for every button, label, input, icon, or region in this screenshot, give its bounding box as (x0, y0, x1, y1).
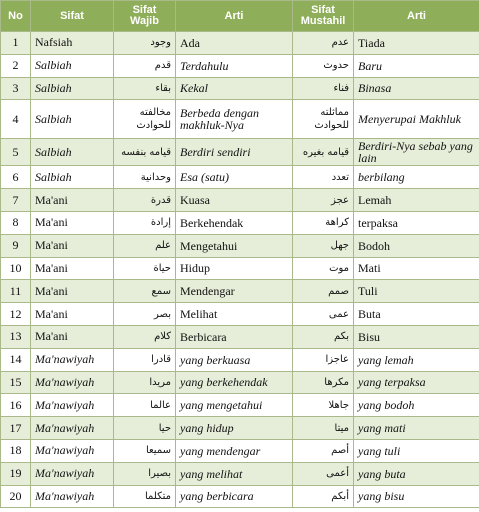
cell-sifat-mustahil: موت (293, 257, 354, 280)
cell-sifat-mustahil: كراهة (293, 211, 354, 234)
header-arti-mustahil: Arti (354, 1, 479, 32)
cell-no: 12 (1, 303, 31, 326)
table-row (1, 280, 479, 303)
table-row (1, 303, 479, 326)
cell-sifat-wajib: إرادة (114, 211, 176, 234)
cell-sifat: Ma'ani (31, 280, 114, 303)
table-row (1, 348, 479, 371)
cell-arti-mustahil: Tuli (354, 280, 479, 303)
cell-sifat-wajib: بصر (114, 303, 176, 326)
header-sifat-mustahil: Sifat Mustahil (293, 1, 354, 32)
cell-arti-mustahil: Mati (354, 257, 479, 280)
cell-arti-wajib: yang berkehendak (176, 371, 293, 394)
cell-arti-wajib: yang mengetahui (176, 394, 293, 417)
cell-sifat-wajib: حيا (114, 417, 176, 440)
cell-sifat-mustahil: قيامه بغيره (293, 139, 354, 166)
cell-no: 16 (1, 394, 31, 417)
cell-sifat: Ma'nawiyah (31, 485, 114, 508)
cell-sifat-wajib: قدم (114, 54, 176, 77)
cell-sifat: Salbiah (31, 166, 114, 189)
cell-sifat: Ma'ani (31, 325, 114, 348)
cell-sifat: Salbiah (31, 139, 114, 166)
table-row (1, 462, 479, 485)
cell-sifat-wajib: قدرة (114, 189, 176, 212)
cell-arti-wajib: yang hidup (176, 417, 293, 440)
cell-sifat-mustahil: عجز (293, 189, 354, 212)
cell-sifat-mustahil: مماثلته للحوادث (293, 100, 354, 139)
cell-arti-wajib: Ada (176, 32, 293, 55)
cell-sifat: Ma'nawiyah (31, 439, 114, 462)
cell-sifat: Ma'ani (31, 234, 114, 257)
header-sifat: Sifat (31, 1, 114, 32)
cell-sifat: Ma'nawiyah (31, 417, 114, 440)
cell-sifat-mustahil: عدم (293, 32, 354, 55)
cell-arti-mustahil: yang bisu (354, 485, 479, 508)
cell-arti-mustahil: yang terpaksa (354, 371, 479, 394)
cell-arti-wajib: Berdiri sendiri (176, 139, 293, 166)
cell-no: 4 (1, 100, 31, 139)
cell-sifat-mustahil: ميتا (293, 417, 354, 440)
cell-sifat: Salbiah (31, 100, 114, 139)
cell-sifat-wajib: حياة (114, 257, 176, 280)
cell-no: 9 (1, 234, 31, 257)
table-row (1, 189, 479, 212)
cell-arti-mustahil: Bodoh (354, 234, 479, 257)
header-no: No (1, 1, 31, 32)
cell-sifat-mustahil: عاجزا (293, 348, 354, 371)
cell-no: 17 (1, 417, 31, 440)
cell-arti-mustahil: Berdiri-Nya sebab yang lain (354, 139, 479, 166)
cell-arti-wajib: yang mendengar (176, 439, 293, 462)
cell-sifat: Nafsiah (31, 32, 114, 55)
cell-arti-mustahil: yang buta (354, 462, 479, 485)
table-row (1, 139, 479, 166)
cell-no: 1 (1, 32, 31, 55)
cell-sifat-wajib: بصيرا (114, 462, 176, 485)
header-arti-wajib: Arti (176, 1, 293, 32)
cell-sifat-mustahil: جهل (293, 234, 354, 257)
cell-arti-wajib: Mendengar (176, 280, 293, 303)
cell-arti-mustahil: yang bodoh (354, 394, 479, 417)
cell-sifat: Salbiah (31, 54, 114, 77)
cell-sifat-wajib: قادرا (114, 348, 176, 371)
cell-no: 3 (1, 77, 31, 100)
cell-sifat: Ma'ani (31, 303, 114, 326)
cell-sifat-wajib: وحدانية (114, 166, 176, 189)
table-row (1, 439, 479, 462)
cell-arti-mustahil: yang tuli (354, 439, 479, 462)
cell-sifat-mustahil: بكم (293, 325, 354, 348)
cell-sifat: Ma'nawiyah (31, 371, 114, 394)
cell-sifat-mustahil: تعدد (293, 166, 354, 189)
cell-sifat-wajib: سميعا (114, 439, 176, 462)
cell-arti-mustahil: yang lemah (354, 348, 479, 371)
cell-sifat: Salbiah (31, 77, 114, 100)
table-body (1, 32, 479, 508)
cell-no: 13 (1, 325, 31, 348)
cell-sifat: Ma'ani (31, 189, 114, 212)
table-row (1, 32, 479, 55)
cell-sifat-mustahil: حدوث (293, 54, 354, 77)
cell-sifat-wajib: كلام (114, 325, 176, 348)
cell-arti-mustahil: yang mati (354, 417, 479, 440)
cell-arti-wajib: Esa (satu) (176, 166, 293, 189)
cell-sifat-wajib: علم (114, 234, 176, 257)
table-row (1, 166, 479, 189)
cell-sifat-mustahil: مكرها (293, 371, 354, 394)
cell-sifat-mustahil: فناء (293, 77, 354, 100)
cell-no: 2 (1, 54, 31, 77)
cell-arti-wajib: Mengetahui (176, 234, 293, 257)
cell-arti-mustahil: berbilang (354, 166, 479, 189)
table-row (1, 371, 479, 394)
cell-arti-wajib: Terdahulu (176, 54, 293, 77)
cell-arti-mustahil: terpaksa (354, 211, 479, 234)
cell-arti-mustahil: Lemah (354, 189, 479, 212)
cell-sifat: Ma'nawiyah (31, 462, 114, 485)
cell-no: 6 (1, 166, 31, 189)
header-sifat-wajib: Sifat Wajib (114, 1, 176, 32)
cell-arti-mustahil: Buta (354, 303, 479, 326)
cell-no: 7 (1, 189, 31, 212)
cell-sifat-wajib: قيامه بنفسه (114, 139, 176, 166)
cell-sifat-mustahil: عمى (293, 303, 354, 326)
table-row (1, 100, 479, 139)
table-row (1, 257, 479, 280)
cell-no: 20 (1, 485, 31, 508)
cell-no: 8 (1, 211, 31, 234)
cell-arti-wajib: Berbeda dengan makhluk-Nya (176, 100, 293, 139)
cell-sifat: Ma'ani (31, 211, 114, 234)
cell-sifat-mustahil: صمم (293, 280, 354, 303)
cell-sifat-wajib: مريدا (114, 371, 176, 394)
cell-sifat-wajib: سمع (114, 280, 176, 303)
cell-arti-wajib: yang berbicara (176, 485, 293, 508)
table-row (1, 54, 479, 77)
cell-no: 10 (1, 257, 31, 280)
cell-sifat: Ma'nawiyah (31, 394, 114, 417)
cell-arti-wajib: Kekal (176, 77, 293, 100)
cell-arti-wajib: yang melihat (176, 462, 293, 485)
header-row (1, 1, 479, 32)
cell-sifat-mustahil: جاهلا (293, 394, 354, 417)
table-row (1, 234, 479, 257)
cell-arti-wajib: yang berkuasa (176, 348, 293, 371)
table-row (1, 211, 479, 234)
cell-sifat-mustahil: أبكم (293, 485, 354, 508)
cell-sifat-wajib: بقاء (114, 77, 176, 100)
cell-arti-mustahil: Menyerupai Makhluk (354, 100, 479, 139)
cell-no: 11 (1, 280, 31, 303)
table-row (1, 417, 479, 440)
cell-arti-mustahil: Binasa (354, 77, 479, 100)
cell-sifat-wajib: مخالفته للحوادث (114, 100, 176, 139)
cell-sifat-wajib: وجود (114, 32, 176, 55)
cell-arti-mustahil: Tiada (354, 32, 479, 55)
cell-arti-wajib: Berbicara (176, 325, 293, 348)
cell-sifat: Ma'nawiyah (31, 348, 114, 371)
cell-no: 19 (1, 462, 31, 485)
cell-no: 18 (1, 439, 31, 462)
cell-arti-wajib: Hidup (176, 257, 293, 280)
table-row (1, 325, 479, 348)
cell-no: 14 (1, 348, 31, 371)
cell-sifat: Ma'ani (31, 257, 114, 280)
table-row (1, 394, 479, 417)
cell-sifat-mustahil: أعمى (293, 462, 354, 485)
cell-arti-wajib: Melihat (176, 303, 293, 326)
cell-sifat-mustahil: أصم (293, 439, 354, 462)
cell-arti-wajib: Kuasa (176, 189, 293, 212)
cell-sifat-wajib: متكلما (114, 485, 176, 508)
cell-arti-mustahil: Bisu (354, 325, 479, 348)
cell-sifat-wajib: عالما (114, 394, 176, 417)
table-row (1, 77, 479, 100)
cell-arti-mustahil: Baru (354, 54, 479, 77)
cell-no: 5 (1, 139, 31, 166)
cell-no: 15 (1, 371, 31, 394)
table-row (1, 485, 479, 508)
cell-arti-wajib: Berkehendak (176, 211, 293, 234)
